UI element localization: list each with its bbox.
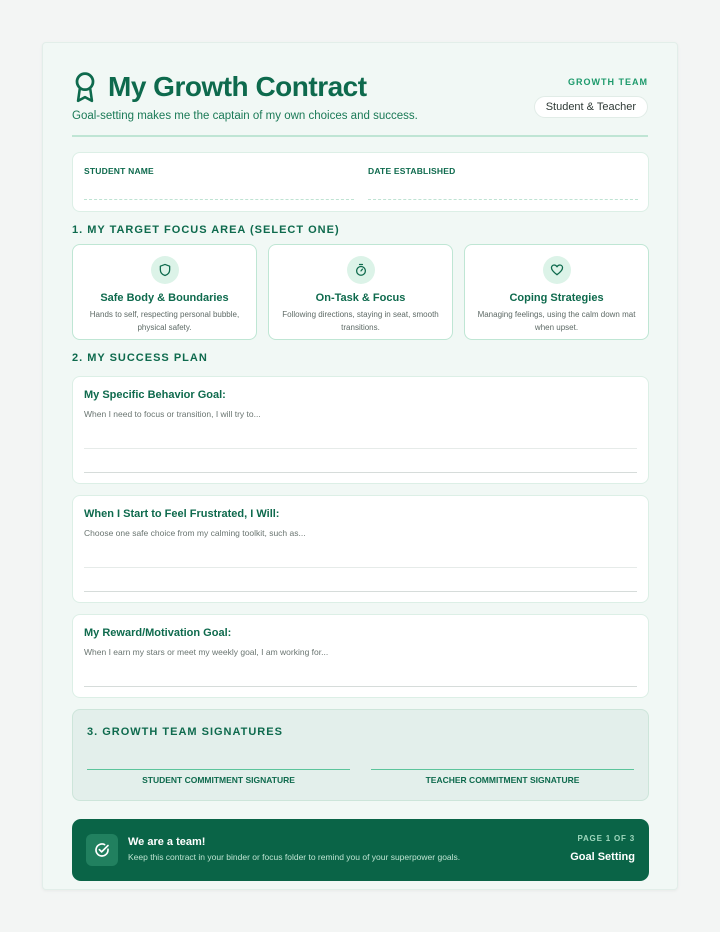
shield-icon — [158, 263, 172, 277]
plan-item-prompt: Choose one safe choice from my calming toolkit, such as... — [84, 528, 306, 538]
plan-item-prompt: When I need to focus or transition, I will try to... — [84, 409, 261, 419]
banner-text: Keep this contract in your binder or focus folder to remind you of your superpower goals. — [128, 852, 461, 862]
header — [72, 71, 418, 122]
student-info-card — [72, 152, 649, 212]
focus-option-description: Hands to self, respecting personal bubble, physical safety. — [89, 310, 240, 332]
page-number: PAGE 1 OF 3 — [577, 834, 635, 843]
student-signature-label: STUDENT COMMITMENT SIGNATURE — [142, 775, 295, 785]
focus-option-description: Managing feelings, using the calm down mat when upset. — [477, 310, 636, 332]
focus-option-on-task[interactable] — [268, 244, 453, 340]
plan-item-title: My Reward/Motivation Goal: — [84, 627, 232, 639]
plan-item-title: My Specific Behavior Goal: — [84, 389, 226, 401]
focus-option-title: On-Task & Focus — [315, 292, 406, 304]
writing-line[interactable] — [84, 686, 637, 687]
team-label: GROWTH TEAM — [568, 77, 648, 87]
date-established-field[interactable] — [368, 199, 638, 200]
timer-icon — [354, 263, 368, 277]
page-subtitle: Goal-setting makes me the captain of my own choices and success. — [72, 110, 418, 122]
banner-title: We are a team! — [128, 836, 206, 848]
team-banner — [72, 819, 649, 881]
check-circle-icon — [93, 841, 111, 859]
plan-item-prompt: When I earn my stars or meet my weekly goal, I am working for... — [84, 647, 329, 657]
plan-frustration-strategy — [72, 495, 649, 603]
writing-line[interactable] — [84, 591, 637, 592]
student-signature-line[interactable] — [87, 769, 350, 770]
check-badge — [86, 834, 118, 866]
focus-section-heading: 1. MY TARGET FOCUS AREA (SELECT ONE) — [72, 224, 340, 236]
focus-option-title: Coping Strategies — [509, 292, 604, 304]
heart-icon — [550, 263, 564, 277]
focus-option-safe-body[interactable] — [72, 244, 257, 340]
plan-behavior-goal — [72, 376, 649, 484]
header-divider — [72, 135, 648, 137]
page-section-name: Goal Setting — [570, 851, 635, 863]
date-established-label: DATE ESTABLISHED — [368, 166, 456, 176]
signatures-heading: 3. GROWTH TEAM SIGNATURES — [87, 726, 283, 738]
signatures-card — [72, 709, 649, 801]
contract-sheet — [42, 42, 678, 890]
plan-item-title: When I Start to Feel Frustrated, I Will: — [84, 508, 280, 520]
plan-reward-goal — [72, 614, 649, 698]
focus-option-coping[interactable] — [464, 244, 649, 340]
writing-line[interactable] — [84, 567, 637, 568]
plan-section-heading: 2. MY SUCCESS PLAN — [72, 352, 208, 364]
award-ribbon-icon — [72, 71, 98, 103]
teacher-signature-line[interactable] — [371, 769, 634, 770]
team-info — [534, 77, 648, 118]
focus-option-title: Safe Body & Boundaries — [100, 292, 229, 304]
writing-line[interactable] — [84, 448, 637, 449]
student-name-label: STUDENT NAME — [84, 166, 154, 176]
page-title: My Growth Contract — [108, 71, 367, 102]
writing-line[interactable] — [84, 472, 637, 473]
team-badge: Student & Teacher — [534, 96, 648, 118]
student-name-field[interactable] — [84, 199, 354, 200]
focus-option-description: Following directions, staying in seat, smooth transitions. — [282, 310, 439, 332]
teacher-signature-label: TEACHER COMMITMENT SIGNATURE — [425, 775, 580, 785]
